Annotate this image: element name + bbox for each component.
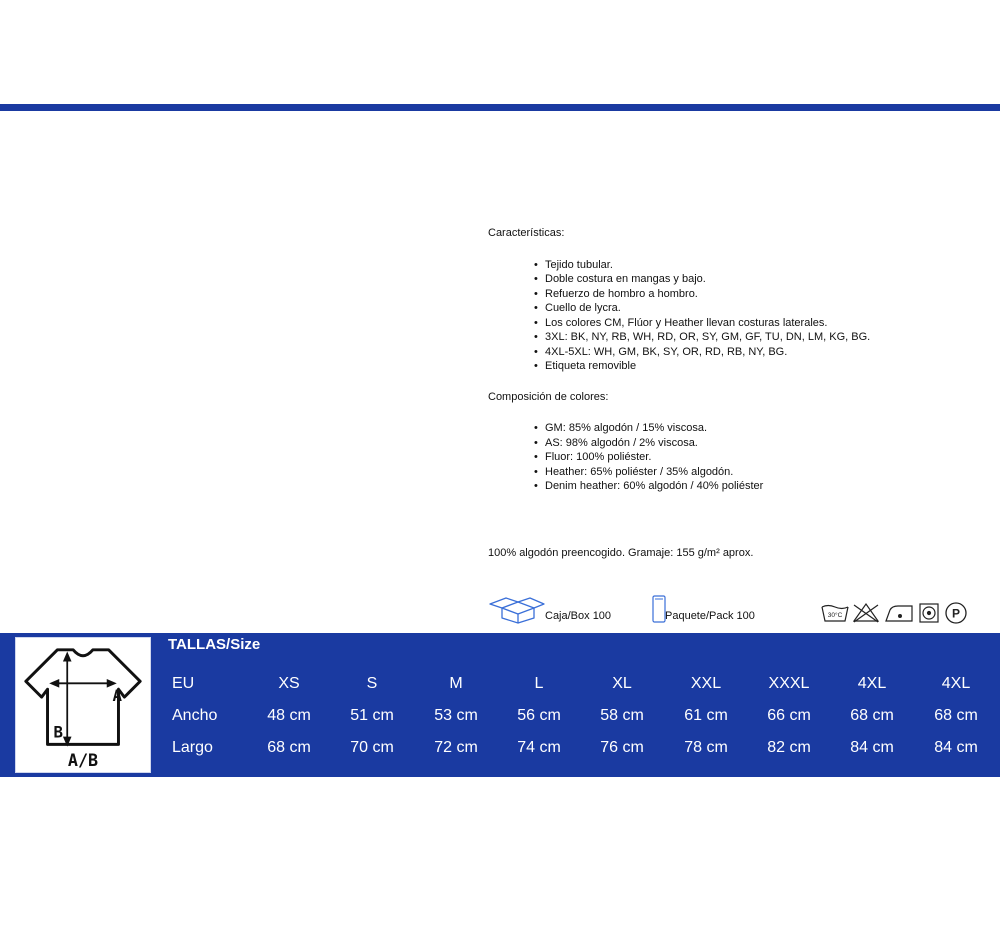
list-item: • Cuello de lycra. xyxy=(534,301,988,316)
table-cell: L xyxy=(534,675,544,692)
no-bleach-icon xyxy=(854,604,878,622)
box-label: Caja/Box 100 xyxy=(545,610,612,622)
table-cell: 70 cm xyxy=(350,739,394,756)
table-row-eu xyxy=(160,675,1000,707)
list-item: • Denim heather: 60% algodón / 40% poliéster xyxy=(534,479,988,494)
table-cell: 4XL xyxy=(941,675,971,692)
svg-text:P: P xyxy=(951,606,961,621)
table-cell: 68 cm xyxy=(934,707,978,724)
table-cell: 68 cm xyxy=(850,707,894,724)
table-cell: 53 cm xyxy=(434,707,478,724)
table-row-ancho xyxy=(160,707,1000,739)
composicion-heading: Composición de colores: xyxy=(488,390,609,403)
package-icon xyxy=(652,595,666,623)
table-cell: XS xyxy=(278,675,300,692)
table-cell: 82 cm xyxy=(767,739,811,756)
svg-text:B: B xyxy=(53,722,63,742)
table-cell: 61 cm xyxy=(684,707,728,724)
table-cell: 74 cm xyxy=(517,739,561,756)
gramaje-text: 100% algodón preencogido. Gramaje: 155 g/m² aprox. xyxy=(488,547,754,559)
list-item: • 3XL: BK, NY, RB, WH, RD, OR, SY, GM, GF, TU, DN, LM, KG, BG. xyxy=(534,330,988,345)
size-chart-title: TALLAS/Size xyxy=(168,636,261,653)
caracteristicas-list xyxy=(534,258,988,374)
packaging-row xyxy=(488,592,1000,628)
table-cell: XXL xyxy=(690,675,722,692)
svg-text:A: A xyxy=(112,686,123,706)
table-cell: 68 cm xyxy=(267,739,311,756)
table-cell: XL xyxy=(612,675,632,692)
list-item: • 4XL-5XL: WH, GM, BK, SY, OR, RD, RB, NY, BG. xyxy=(534,345,988,360)
tshirt-icon xyxy=(16,638,150,772)
size-table xyxy=(160,675,1000,771)
row-label: Largo xyxy=(172,739,213,756)
list-item: • Fluor: 100% poliéster. xyxy=(534,450,988,465)
size-chart xyxy=(0,633,1000,777)
table-cell: 84 cm xyxy=(850,739,894,756)
tumble-dry-icon xyxy=(920,604,938,622)
table-cell: 78 cm xyxy=(684,739,728,756)
caracteristicas-heading: Características: xyxy=(488,227,565,239)
list-item: • AS: 98% algodón / 2% viscosa. xyxy=(534,436,988,451)
list-item: • Refuerzo de hombro a hombro. xyxy=(534,287,988,302)
list-item: • Tejido tubular. xyxy=(534,258,988,273)
table-row-largo xyxy=(160,739,1000,771)
tshirt-measure-diagram xyxy=(15,637,151,773)
table-cell: 48 cm xyxy=(267,707,311,724)
table-cell: 76 cm xyxy=(600,739,644,756)
wash-30-icon xyxy=(822,606,848,622)
list-item: • GM: 85% algodón / 15% viscosa. xyxy=(534,421,988,436)
table-cell: 51 cm xyxy=(350,707,394,724)
table-cell: XXXL xyxy=(768,675,810,692)
care-symbols xyxy=(820,601,990,625)
header-rule xyxy=(0,104,1000,111)
box-icon xyxy=(488,594,546,624)
list-item: • Los colores CM, Flúor y Heather llevan costuras laterales. xyxy=(534,316,988,331)
row-label: Ancho xyxy=(172,707,218,724)
pack-label: Paquete/Pack 100 xyxy=(665,610,755,622)
row-label: EU xyxy=(172,675,195,692)
svg-text:30°C: 30°C xyxy=(827,612,843,619)
svg-text:A/B: A/B xyxy=(67,750,99,771)
table-cell: 56 cm xyxy=(517,707,561,724)
iron-low-icon xyxy=(886,606,912,621)
table-cell: 72 cm xyxy=(434,739,478,756)
product-info xyxy=(488,226,988,559)
table-cell: 58 cm xyxy=(600,707,644,724)
table-cell: M xyxy=(449,675,463,692)
table-cell: 66 cm xyxy=(767,707,811,724)
composicion-list xyxy=(534,421,988,494)
dry-clean-p-icon xyxy=(946,603,966,623)
table-cell: 4XL xyxy=(857,675,887,692)
list-item: • Heather: 65% poliéster / 35% algodón. xyxy=(534,465,988,480)
table-cell: S xyxy=(366,675,378,692)
list-item: • Doble costura en mangas y bajo. xyxy=(534,272,988,287)
list-item: • Etiqueta removible xyxy=(534,359,988,374)
table-cell: 84 cm xyxy=(934,739,978,756)
